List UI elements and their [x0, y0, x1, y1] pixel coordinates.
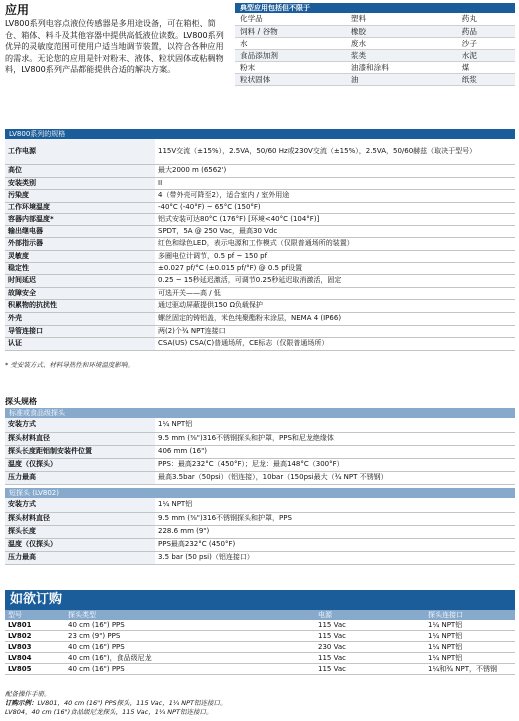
spec-row — [5, 213, 515, 225]
spec-row — [5, 262, 515, 274]
spec-label: 稳定性 — [5, 262, 155, 274]
specs-header: LV800系列的规格 — [5, 129, 515, 139]
spec-row — [5, 551, 515, 564]
spec-value: CSA(US) CSA(C)普通场所，CE标志（仅限普通场所） — [155, 337, 515, 350]
spec-label: 探头材料直径 — [5, 512, 155, 525]
ordering-example-1: LV801，40 cm (16") PPS探头，115 Vac，1¼ NPT铝连接口。 — [37, 699, 227, 707]
spec-label: 时间延迟 — [5, 274, 155, 287]
ordering-cell: 40 cm (16")，食品级尼龙 — [65, 653, 315, 664]
probe-standard-table — [5, 418, 515, 485]
application-cell: 纸浆 — [457, 73, 515, 85]
probe-short-header: 短探头 (LV802) — [5, 488, 515, 498]
spec-value: II — [155, 177, 515, 189]
spec-row — [5, 337, 515, 350]
spec-value: 4（带外壳可降至2），适合室内 / 室外用途 — [155, 189, 515, 202]
intro-title: 应用 — [5, 3, 30, 17]
spec-value: 多圈电位计调节，0.5 pf ~ 150 pf — [155, 250, 515, 262]
spec-row — [5, 225, 515, 237]
spec-value: 通过驱动屏蔽提供150 Ω负载保护 — [155, 299, 515, 312]
spec-value: PPS最高232°C (450°F) — [155, 538, 515, 551]
ordering-title: 如欲订购 — [5, 590, 515, 610]
spec-value: 螺丝固定的铸铝盖，米色纯聚酯粉末涂层，NEMA 4 (IP66) — [155, 312, 515, 325]
spec-value: PPS：最高232°C（450°F）；尼龙：最高148°C（300°F） — [155, 458, 515, 471]
spec-value: 9.5 mm (⅜")316不锈钢探头和护罩，PPS — [155, 512, 515, 525]
application-cell: 食品添加剂 — [235, 49, 346, 61]
spec-label: 工作环境温度 — [5, 202, 155, 213]
ordering-cell: 23 cm (9") PPS — [65, 631, 315, 642]
spec-row — [5, 498, 515, 512]
ordering-model: LV805 — [5, 664, 65, 675]
ordering-row — [5, 631, 515, 642]
ordering-example-label: 订购示例： — [5, 699, 38, 707]
spec-label: 容器内部温度* — [5, 213, 155, 225]
spec-value: SPDT，5A @ 250 Vac，最高30 Vdc — [155, 225, 515, 237]
application-row — [235, 37, 515, 49]
ordering-cell: 40 cm (16") PPS — [65, 664, 315, 675]
probe-short-table — [5, 498, 515, 565]
ordering-column-header: 型号 — [5, 610, 65, 620]
ordering-cell: 230 Vac — [315, 642, 425, 653]
spec-label: 认证 — [5, 337, 155, 350]
spec-row — [5, 432, 515, 445]
probe-title: 探头规格 — [5, 397, 37, 406]
intro-body: LV800系列电容点液位传感器是多用途设备，可在箱柜、简仓、箱体、料斗及其他容器中提供高低液位读数。LV800系列优异的灵敏度范围可使用户适当地调节装置，以符合各种应用的需求。无论您的应用是针对粉末、液体、粒状固体或粘稠物料，LV800系列产品都能提供合适的解决方案。 — [5, 18, 224, 75]
application-row — [235, 49, 515, 61]
spec-row — [5, 250, 515, 262]
ordering-cell: 1¼和¾ NPT，不锈钢 — [425, 664, 515, 675]
spec-label: 输出继电器 — [5, 225, 155, 237]
spec-label: 温度（仅探头） — [5, 458, 155, 471]
spec-value: 9.5 mm (⅜")316不锈钢探头和护罩，PPS和尼龙绝缘体 — [155, 432, 515, 445]
applications-table — [235, 3, 515, 86]
application-cell: 化学品 — [235, 13, 346, 25]
application-row — [235, 13, 515, 25]
specs-footnote: * 受安装方式、材料导热性和环境温度影响。 — [5, 361, 134, 369]
spec-value: 0.25 ~ 15秒延迟激活，可调节0.25秒延迟取消激活，固定 — [155, 274, 515, 287]
application-cell: 油 — [346, 73, 457, 85]
application-cell: 水泥 — [457, 49, 515, 61]
application-cell: 沙子 — [457, 37, 515, 49]
ordering-cell: 115 Vac — [315, 653, 425, 664]
application-cell: 油漆和涂料 — [346, 61, 457, 73]
spec-label: 安装方式 — [5, 418, 155, 432]
spec-label: 压力最高 — [5, 551, 155, 564]
ordering-column-header: 探头连接口 — [425, 610, 515, 620]
spec-row — [5, 189, 515, 202]
spec-row — [5, 237, 515, 250]
application-cell: 浆类 — [346, 49, 457, 61]
spec-label: 探头长度距铝制安装件位置 — [5, 445, 155, 458]
spec-label: 高位 — [5, 164, 155, 177]
spec-value: 最高3.5bar（50psi）（铝连接），10bar（150psi最大（¾ NPT 不锈钢） — [155, 471, 515, 484]
probe-short-section — [5, 488, 515, 565]
specs-table — [5, 139, 515, 351]
spec-value: -40°C (-40°F) ~ 65°C (150°F) — [155, 202, 515, 213]
ordering-table — [5, 610, 515, 675]
spec-label: 故障安全 — [5, 287, 155, 299]
spec-value: 红色和绿色LED，表示电源和工作模式（仅限普通场所的装置） — [155, 237, 515, 250]
ordering-cell: 40 cm (16") PPS — [65, 620, 315, 631]
spec-value: 228.6 mm (9") — [155, 525, 515, 538]
ordering-cell: 115 Vac — [315, 620, 425, 631]
spec-row — [5, 139, 515, 164]
application-cell: 塑料 — [346, 13, 457, 25]
ordering-footer-1: 配备操作手册。 — [5, 690, 51, 698]
ordering-cell: 115 Vac — [315, 664, 425, 675]
spec-value: ±0.027 pf/°C (±0.015 pf/°F) @ 0.5 pf设置 — [155, 262, 515, 274]
ordering-row — [5, 620, 515, 631]
spec-row — [5, 538, 515, 551]
ordering-cell: 1¼ NPT铝 — [425, 620, 515, 631]
spec-label: 外壳 — [5, 312, 155, 325]
ordering-cell: 115 Vac — [315, 631, 425, 642]
spec-row — [5, 525, 515, 538]
spec-label: 探头长度 — [5, 525, 155, 538]
ordering-column-header: 电源 — [315, 610, 425, 620]
spec-row — [5, 287, 515, 299]
ordering-column-header: 探头类型 — [65, 610, 315, 620]
specs-section — [5, 129, 515, 351]
spec-row — [5, 458, 515, 471]
ordering-footer-2 — [5, 699, 227, 707]
application-cell: 粒状固体 — [235, 73, 346, 85]
application-cell: 药丸 — [457, 13, 515, 25]
spec-label: 压力最高 — [5, 471, 155, 484]
spec-value: 1¼ NPT铝 — [155, 498, 515, 512]
spec-label: 外部指示器 — [5, 237, 155, 250]
spec-value: 115V交流（±15%），2.5VA，50/60 Hz或230V交流（±15%），2.5VA，50/60赫兹（取决于型号） — [155, 139, 515, 164]
spec-row — [5, 445, 515, 458]
spec-value: 406 mm (16") — [155, 445, 515, 458]
application-cell: 药品 — [457, 25, 515, 37]
applications-header: 典型应用包括但不限于 — [235, 3, 515, 13]
application-cell: 饲料 / 谷物 — [235, 25, 346, 37]
ordering-row — [5, 664, 515, 675]
spec-value: 3.5 bar (50 psi)（铝连接口） — [155, 551, 515, 564]
spec-row — [5, 299, 515, 312]
ordering-cell: 40 cm (16") PPS — [65, 642, 315, 653]
spec-value: 两(2)个¾ NPT连接口 — [155, 325, 515, 337]
spec-row — [5, 418, 515, 432]
probe-standard-header: 标准或食品级探头 — [5, 408, 515, 418]
spec-row — [5, 312, 515, 325]
spec-row — [5, 471, 515, 484]
ordering-cell: 1¼ NPT铝 — [425, 653, 515, 664]
spec-label: 安装方式 — [5, 498, 155, 512]
spec-label: 温度（仅探头） — [5, 538, 155, 551]
application-cell: 粉末 — [235, 61, 346, 73]
spec-value: 1¼ NPT铝 — [155, 418, 515, 432]
ordering-row — [5, 642, 515, 653]
spec-value: 铝式安装可达80°C (176°F) [环境<40°C (104°F)] — [155, 213, 515, 225]
spec-row — [5, 325, 515, 337]
ordering-model: LV803 — [5, 642, 65, 653]
spec-row — [5, 274, 515, 287]
application-cell: 水 — [235, 37, 346, 49]
probe-standard-section — [5, 408, 515, 485]
spec-label: 探头材料直径 — [5, 432, 155, 445]
application-cell: 废水 — [346, 37, 457, 49]
ordering-cell: 1¼ NPT铝 — [425, 642, 515, 653]
ordering-row — [5, 653, 515, 664]
spec-row — [5, 164, 515, 177]
intro-section — [5, 3, 225, 76]
application-row — [235, 25, 515, 37]
spec-label: 安装类别 — [5, 177, 155, 189]
spec-value: 可选开关——高 / 低 — [155, 287, 515, 299]
ordering-model: LV801 — [5, 620, 65, 631]
application-row — [235, 73, 515, 85]
application-cell: 橡胶 — [346, 25, 457, 37]
spec-value: 最大2000 m (6562') — [155, 164, 515, 177]
spec-label: 导管连接口 — [5, 325, 155, 337]
application-row — [235, 61, 515, 73]
ordering-footer-3: LV804，40 cm (16")食品级尼龙探头，115 Vac，1¼ NPT铝连接口。 — [5, 708, 213, 716]
spec-label: 工作电源 — [5, 139, 155, 164]
spec-label: 灵敏度 — [5, 250, 155, 262]
spec-row — [5, 512, 515, 525]
spec-label: 积累物的抗扰性 — [5, 299, 155, 312]
application-cell: 煤 — [457, 61, 515, 73]
ordering-model: LV802 — [5, 631, 65, 642]
spec-row — [5, 177, 515, 189]
ordering-model: LV804 — [5, 653, 65, 664]
spec-label: 污染度 — [5, 189, 155, 202]
spec-row — [5, 202, 515, 213]
ordering-cell: 1¼ NPT铝 — [425, 631, 515, 642]
